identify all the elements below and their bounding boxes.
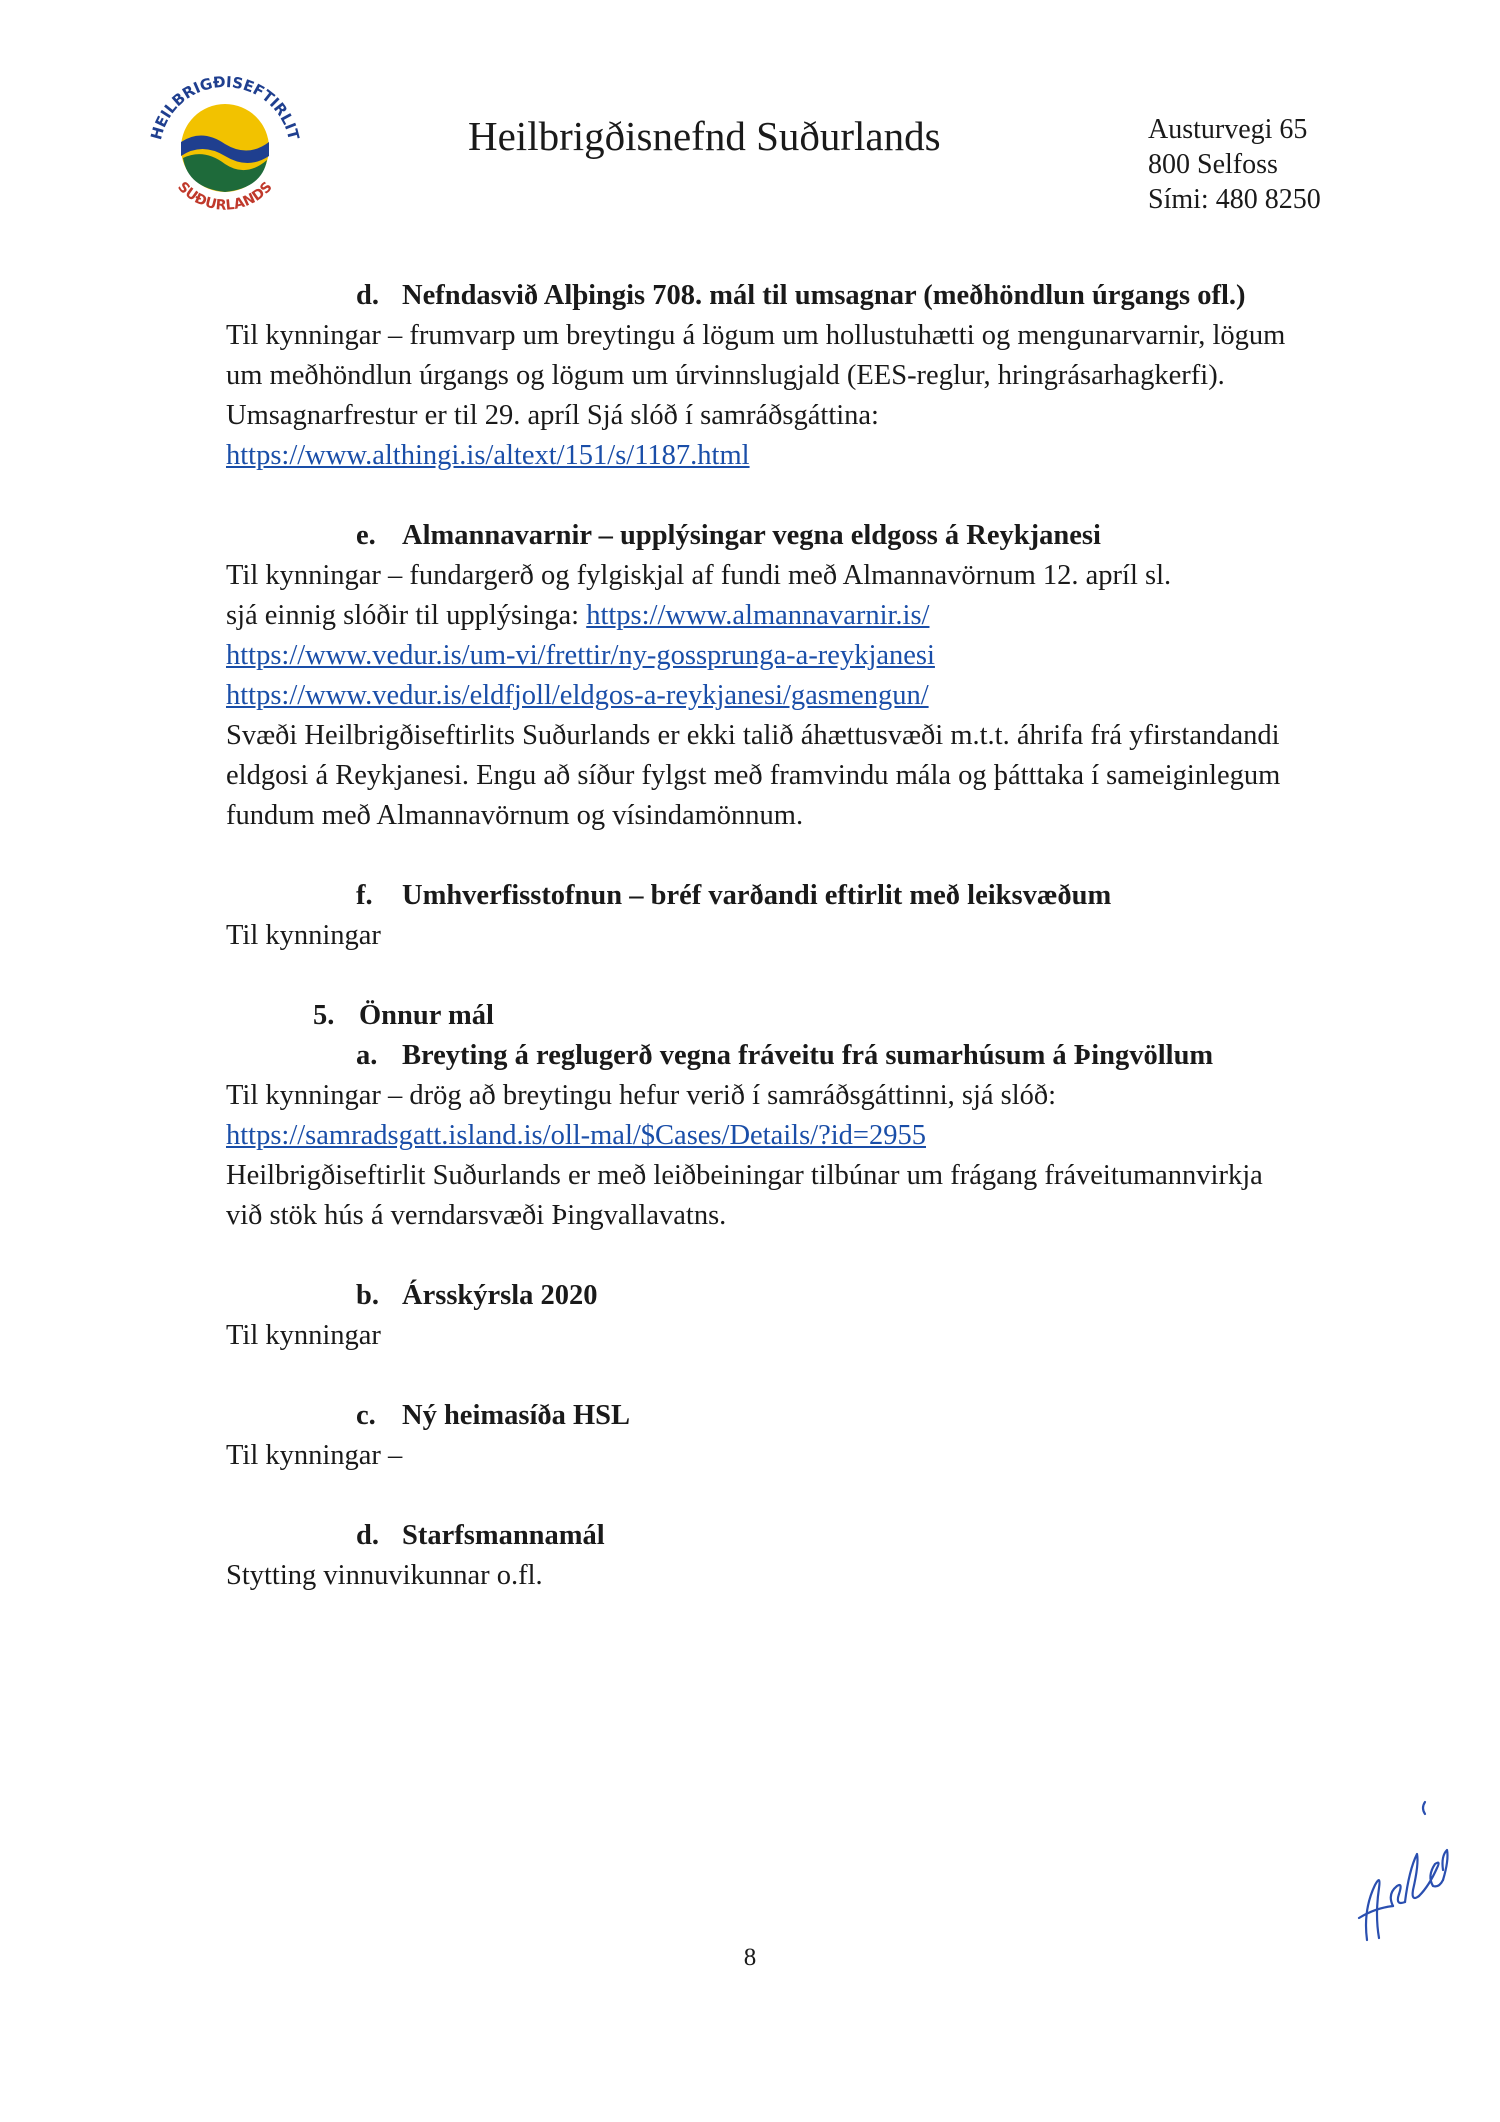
section-5a-heading bbox=[356, 1036, 1366, 1076]
address-phone: Sími: 480 8250 bbox=[1148, 184, 1321, 215]
section-5c-heading bbox=[356, 1396, 1366, 1436]
item-d-text-line: Umsagnarfrestur er til 29. apríl Sjá slóð í samráðsgáttina: bbox=[226, 400, 879, 431]
section-5-title: Önnur mál bbox=[359, 1000, 494, 1031]
section-5a-text-line: Heilbrigðiseftirlit Suðurlands er með leiðbeiningar tilbúnar um frágang fráveitumannvirkja bbox=[226, 1160, 1263, 1191]
section-5b-text-line: Til kynningar bbox=[226, 1320, 381, 1351]
item-e-heading bbox=[356, 516, 1366, 556]
section-5a-text-line: Til kynningar – drög að breytingu hefur verið í samráðsgáttinni, sjá slóð: bbox=[226, 1080, 1057, 1111]
address-city: 800 Selfoss bbox=[1148, 149, 1278, 180]
item-e-text-line: Til kynningar – fundargerð og fylgiskjal af fundi með Almannavörnum 12. apríl sl. bbox=[226, 560, 1172, 591]
section-5b-heading bbox=[356, 1276, 1366, 1316]
item-e-title: Almannavarnir – upplýsingar vegna eldgoss á Reykjanesi bbox=[402, 520, 1101, 551]
item-f-heading bbox=[356, 876, 1366, 916]
logo-text-top: HEILBRIGÐISEFTIRLIT bbox=[147, 72, 303, 142]
althingi-link[interactable]: https://www.althingi.is/altext/151/s/1187.html bbox=[226, 440, 750, 471]
section-5c-title: Ný heimasíða HSL bbox=[402, 1400, 631, 1431]
section-5d-heading bbox=[356, 1516, 1366, 1556]
organization-name: Heilbrigðisnefnd Suðurlands bbox=[468, 113, 941, 159]
item-d-text-line: um meðhöndlun úrgangs og lögum um úrvinnslugjald (EES-reglur, hringrásarhagkerfi). bbox=[226, 360, 1225, 391]
section-5a-label: a. bbox=[356, 1040, 378, 1071]
section-5-heading bbox=[313, 996, 1366, 1036]
section-5a-text-line: við stök hús á verndarsvæði Þingvallavatns. bbox=[226, 1200, 727, 1231]
section-5c-text-line: Til kynningar – bbox=[226, 1440, 403, 1471]
item-d-heading bbox=[356, 276, 1366, 316]
logo-emblem bbox=[140, 60, 310, 230]
address-street: Austurvegi 65 bbox=[1148, 114, 1308, 145]
section-5a-title: Breyting á reglugerð vegna fráveitu frá sumarhúsum á Þingvöllum bbox=[402, 1040, 1214, 1071]
item-d-label: d. bbox=[356, 280, 379, 311]
item-f-label: f. bbox=[356, 880, 373, 911]
item-f-title: Umhverfisstofnun – bréf varðandi eftirlit með leiksvæðum bbox=[402, 880, 1112, 911]
vedur-gasmengun-link[interactable]: https://www.vedur.is/eldfjoll/eldgos-a-reykjanesi/gasmengun/ bbox=[226, 680, 929, 711]
section-5d-text-line: Stytting vinnuvikunnar o.fl. bbox=[226, 1560, 543, 1591]
handwritten-signature bbox=[1345, 1790, 1475, 1950]
section-5b-title: Ársskýrsla 2020 bbox=[402, 1280, 598, 1311]
page-number: 8 bbox=[743, 1944, 757, 1971]
section-5b-label: b. bbox=[356, 1280, 379, 1311]
section-5-label: 5. bbox=[313, 1000, 335, 1031]
section-5c-label: c. bbox=[356, 1400, 376, 1431]
item-e-label: e. bbox=[356, 520, 376, 551]
item-e-text-line: fundum með Almannavörnum og vísindamönnum. bbox=[226, 800, 804, 831]
item-e-text-line: eldgosi á Reykjanesi. Engu að síður fylgst með framvindu mála og þátttaka í sameiginlegum bbox=[226, 760, 1281, 791]
section-5d-title: Starfsmannamál bbox=[402, 1520, 605, 1551]
item-d-text-line: Til kynningar – frumvarp um breytingu á lögum um hollustuhætti og mengunarvarnir, lögum bbox=[226, 320, 1286, 351]
address-block bbox=[1148, 112, 1321, 217]
item-d-title: Nefndasvið Alþingis 708. mál til umsagnar (meðhöndlun úrgangs ofl.) bbox=[402, 280, 1246, 311]
vedur-gossprunga-link[interactable]: https://www.vedur.is/um-vi/frettir/ny-gossprunga-a-reykjanesi bbox=[226, 640, 935, 671]
section-5d-label: d. bbox=[356, 1520, 379, 1551]
logo-text-bottom: SUÐURLANDS bbox=[174, 178, 276, 214]
samradsgatt-link[interactable]: https://samradsgatt.island.is/oll-mal/$Cases/Details/?id=2955 bbox=[226, 1120, 926, 1151]
item-e-links-intro: sjá einnig slóðir til upplýsinga: bbox=[226, 600, 587, 631]
document-body bbox=[226, 276, 1366, 1596]
almannavarnir-link[interactable]: https://www.almannavarnir.is/ bbox=[586, 600, 930, 631]
item-e-text-line: Svæði Heilbrigðiseftirlits Suðurlands er ekki talið áhættusvæði m.t.t. áhrifa frá yfirstandandi bbox=[226, 720, 1280, 751]
item-f-text-line: Til kynningar bbox=[226, 920, 381, 951]
